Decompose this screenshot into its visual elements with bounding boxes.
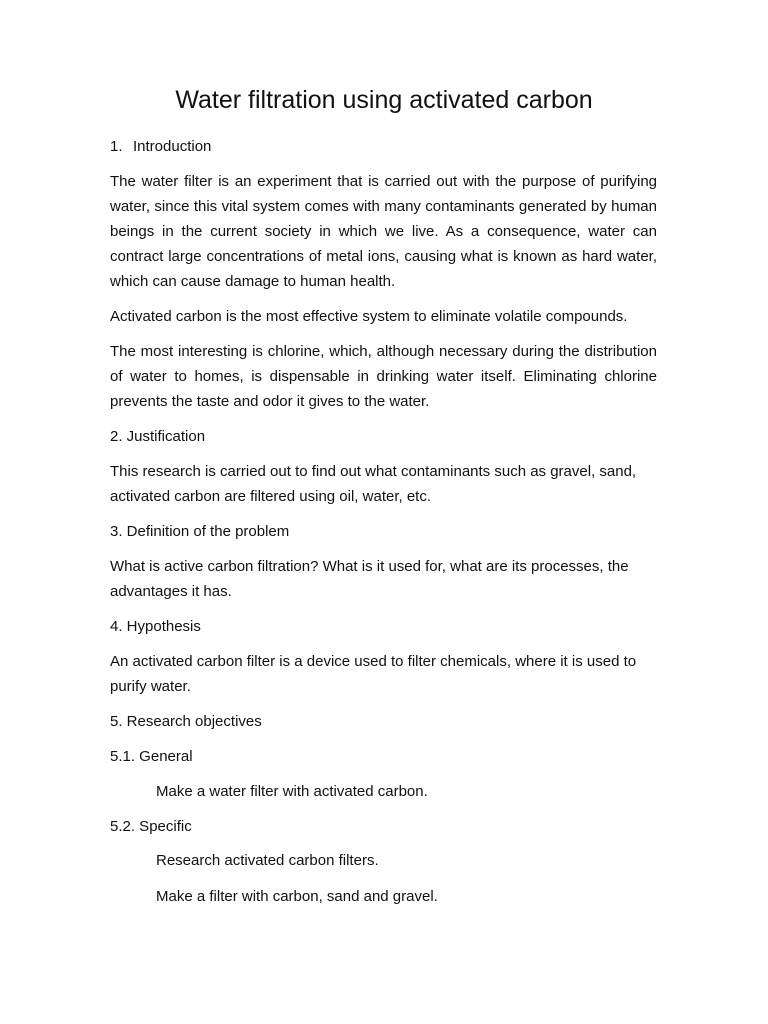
section-heading-justification: 2. Justification bbox=[110, 428, 206, 445]
paragraph-intro-1: The water filter is an experiment that is carried out with the purpose of purifying water, since this vital system comes with many contaminants generated by human beings in the current society in which we live. As a consequence, water can contract large concentrations of metal ions, causing what is known as hard water, which can cause damage to human health. bbox=[110, 173, 657, 290]
objective-item: Make a filter with carbon, sand and gravel. bbox=[156, 888, 438, 905]
paragraph-intro-3: The most interesting is chlorine, which, although necessary during the distribution of water to homes, is dispensable in drinking water itself. Eliminating chlorine prevents the taste and odor it gives to the water. bbox=[110, 343, 657, 410]
section-heading-objectives: 5. Research objectives bbox=[110, 713, 262, 730]
paragraph-hypothesis: An activated carbon filter is a device used to filter chemicals, where it is used to purify water. bbox=[110, 653, 637, 695]
document-title: Water filtration using activated carbon bbox=[175, 86, 593, 114]
subsection-heading-specific: 5.2. Specific bbox=[110, 818, 192, 835]
paragraph-problem: What is active carbon filtration? What is it used for, what are its processes, the advantages it has. bbox=[110, 558, 629, 600]
section-heading-introduction bbox=[110, 134, 211, 159]
objective-item: Research activated carbon filters. bbox=[156, 852, 379, 869]
objective-item: Make a water filter with activated carbon. bbox=[156, 783, 428, 800]
subsection-heading-general: 5.1. General bbox=[110, 748, 193, 765]
section-heading-problem: 3. Definition of the problem bbox=[110, 523, 290, 540]
paragraph-intro-2: Activated carbon is the most effective system to eliminate volatile compounds. bbox=[110, 308, 628, 325]
section-number: 1. bbox=[110, 138, 123, 155]
paragraph-justification: This research is carried out to find out what contaminants such as gravel, sand, activated carbon are filtered using oil, water, etc. bbox=[110, 463, 637, 505]
section-heading-label: Introduction bbox=[133, 138, 212, 155]
section-heading-hypothesis: 4. Hypothesis bbox=[110, 618, 201, 635]
